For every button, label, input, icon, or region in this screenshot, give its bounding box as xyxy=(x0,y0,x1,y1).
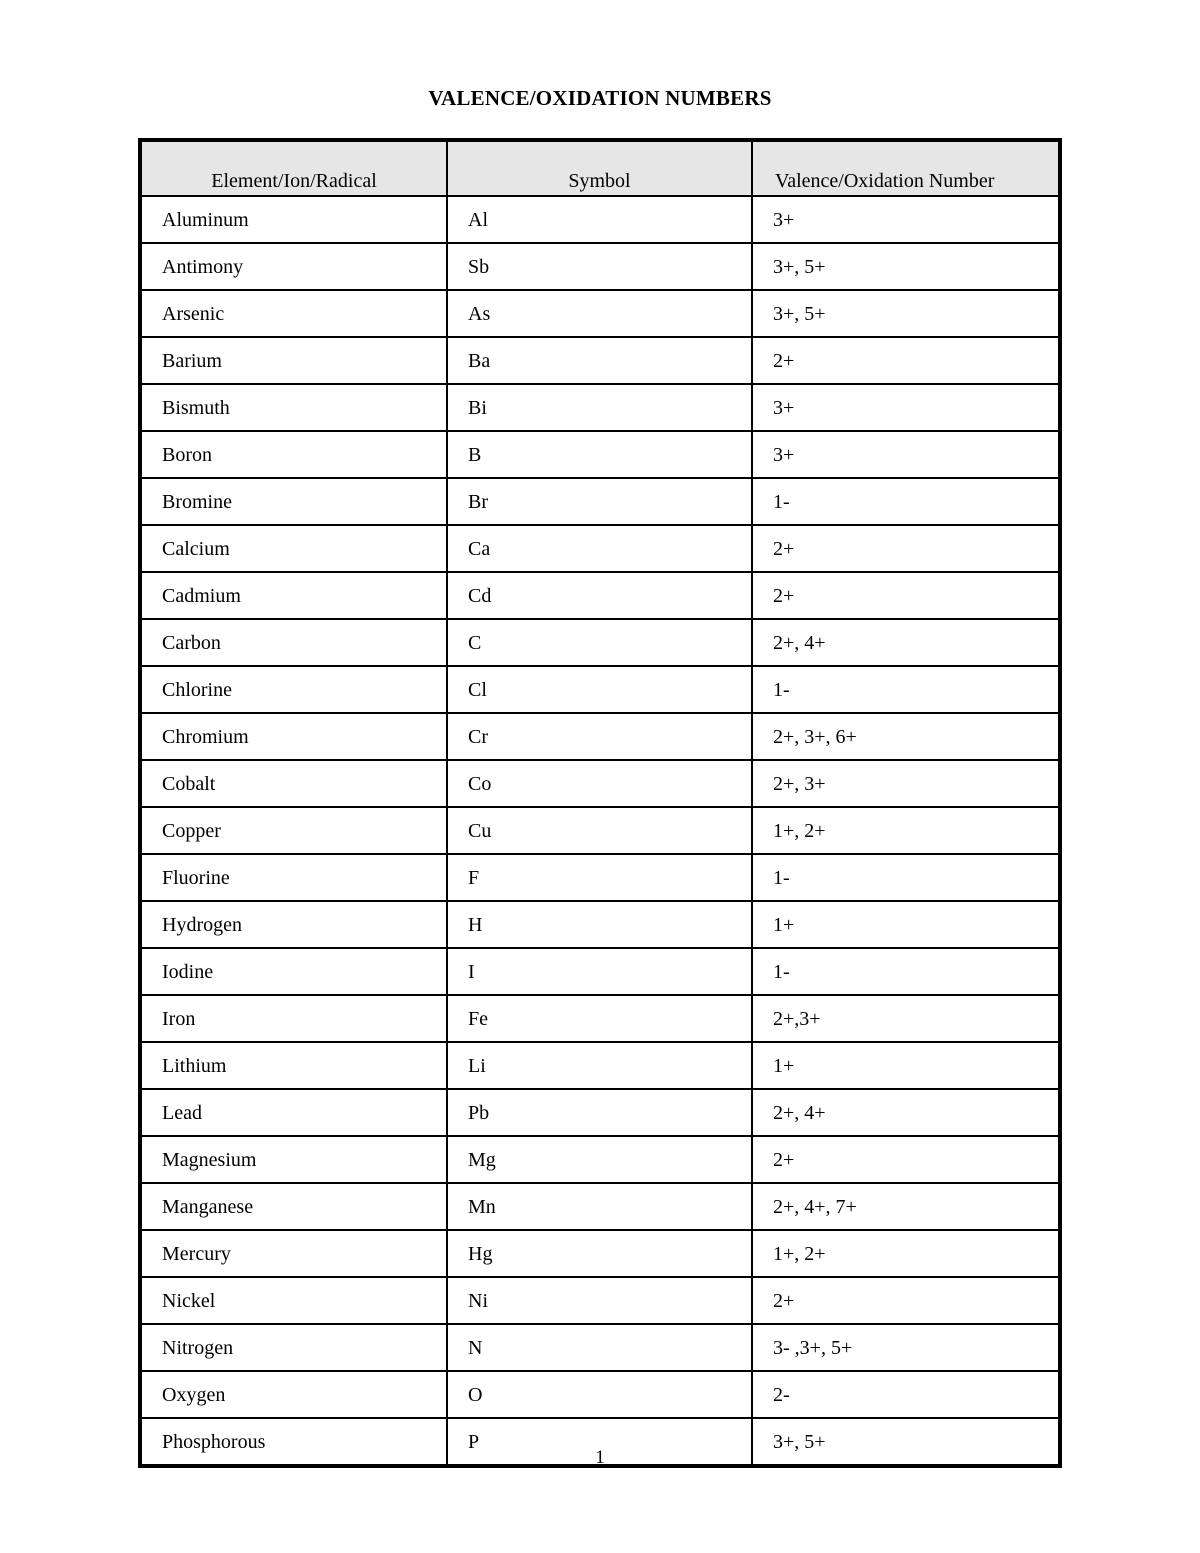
element-cell: Nickel xyxy=(142,1277,447,1324)
symbol-cell: Bi xyxy=(447,384,752,431)
element-cell: Iodine xyxy=(142,948,447,995)
valence-cell: 3+ xyxy=(752,431,1058,478)
table-row xyxy=(142,1136,1058,1183)
table-row xyxy=(142,337,1058,384)
symbol-cell: Pb xyxy=(447,1089,752,1136)
symbol-cell: Hg xyxy=(447,1230,752,1277)
symbol-cell: Ni xyxy=(447,1277,752,1324)
element-cell: Arsenic xyxy=(142,290,447,337)
table-row xyxy=(142,1230,1058,1277)
element-cell: Copper xyxy=(142,807,447,854)
table-row xyxy=(142,901,1058,948)
element-cell: Lithium xyxy=(142,1042,447,1089)
table-row xyxy=(142,243,1058,290)
valence-cell: 1- xyxy=(752,948,1058,995)
symbol-cell: N xyxy=(447,1324,752,1371)
table-body xyxy=(142,196,1058,1464)
symbol-cell: Cu xyxy=(447,807,752,854)
symbol-cell: F xyxy=(447,854,752,901)
valence-cell: 1+ xyxy=(752,1042,1058,1089)
valence-table-frame xyxy=(138,138,1062,1468)
symbol-cell: Ca xyxy=(447,525,752,572)
symbol-cell: Cl xyxy=(447,666,752,713)
table-row xyxy=(142,1089,1058,1136)
symbol-cell: Al xyxy=(447,196,752,243)
table-row xyxy=(142,1042,1058,1089)
symbol-cell: Sb xyxy=(447,243,752,290)
valence-cell: 2+ xyxy=(752,1277,1058,1324)
valence-cell: 3+ xyxy=(752,196,1058,243)
symbol-cell: H xyxy=(447,901,752,948)
symbol-cell: C xyxy=(447,619,752,666)
valence-cell: 3+, 5+ xyxy=(752,243,1058,290)
element-cell: Antimony xyxy=(142,243,447,290)
element-cell: Cobalt xyxy=(142,760,447,807)
page-title: VALENCE/OXIDATION NUMBERS xyxy=(428,86,772,110)
symbol-cell: Li xyxy=(447,1042,752,1089)
symbol-cell: Mn xyxy=(447,1183,752,1230)
element-cell: Barium xyxy=(142,337,447,384)
symbol-cell: I xyxy=(447,948,752,995)
valence-cell: 2+, 4+, 7+ xyxy=(752,1183,1058,1230)
valence-cell: 1+, 2+ xyxy=(752,1230,1058,1277)
table-row xyxy=(142,1324,1058,1371)
element-cell: Boron xyxy=(142,431,447,478)
symbol-cell: Cr xyxy=(447,713,752,760)
symbol-cell: Co xyxy=(447,760,752,807)
table-row xyxy=(142,196,1058,243)
element-cell: Nitrogen xyxy=(142,1324,447,1371)
element-cell: Oxygen xyxy=(142,1371,447,1418)
table-row xyxy=(142,1371,1058,1418)
element-cell: Lead xyxy=(142,1089,447,1136)
valence-cell: 1+, 2+ xyxy=(752,807,1058,854)
valence-cell: 3- ,3+, 5+ xyxy=(752,1324,1058,1371)
symbol-cell: As xyxy=(447,290,752,337)
table-row xyxy=(142,666,1058,713)
valence-table xyxy=(142,142,1058,1464)
valence-cell: 2+, 3+, 6+ xyxy=(752,713,1058,760)
table-row xyxy=(142,384,1058,431)
valence-cell: 1- xyxy=(752,666,1058,713)
valence-cell: 1+ xyxy=(752,901,1058,948)
page-number: 1 xyxy=(595,1447,605,1468)
valence-cell: 3+, 5+ xyxy=(752,1418,1058,1464)
element-cell: Chlorine xyxy=(142,666,447,713)
valence-cell: 2+ xyxy=(752,337,1058,384)
valence-cell: 2+ xyxy=(752,1136,1058,1183)
table-row xyxy=(142,290,1058,337)
symbol-cell: Mg xyxy=(447,1136,752,1183)
element-cell: Fluorine xyxy=(142,854,447,901)
valence-cell: 2+ xyxy=(752,525,1058,572)
table-row xyxy=(142,948,1058,995)
table-row xyxy=(142,478,1058,525)
element-cell: Iron xyxy=(142,995,447,1042)
table-row xyxy=(142,572,1058,619)
table-row xyxy=(142,854,1058,901)
table-row xyxy=(142,619,1058,666)
table-row xyxy=(142,1183,1058,1230)
element-cell: Bromine xyxy=(142,478,447,525)
element-cell: Calcium xyxy=(142,525,447,572)
header-symbol: Symbol xyxy=(447,142,752,196)
element-cell: Carbon xyxy=(142,619,447,666)
element-cell: Magnesium xyxy=(142,1136,447,1183)
valence-cell: 2+, 3+ xyxy=(752,760,1058,807)
table-row xyxy=(142,807,1058,854)
element-cell: Mercury xyxy=(142,1230,447,1277)
symbol-cell: O xyxy=(447,1371,752,1418)
valence-cell: 2+,3+ xyxy=(752,995,1058,1042)
table-header-row xyxy=(142,142,1058,196)
table-row xyxy=(142,760,1058,807)
valence-cell: 1- xyxy=(752,854,1058,901)
symbol-cell: Cd xyxy=(447,572,752,619)
element-cell: Cadmium xyxy=(142,572,447,619)
element-cell: Phosphorous xyxy=(142,1418,447,1464)
valence-cell: 2+ xyxy=(752,572,1058,619)
table-row xyxy=(142,995,1058,1042)
valence-cell: 2+, 4+ xyxy=(752,619,1058,666)
table-row xyxy=(142,1277,1058,1324)
symbol-cell: Ba xyxy=(447,337,752,384)
element-cell: Manganese xyxy=(142,1183,447,1230)
symbol-cell: P xyxy=(447,1418,752,1464)
table-row xyxy=(142,525,1058,572)
table-row xyxy=(142,713,1058,760)
element-cell: Bismuth xyxy=(142,384,447,431)
symbol-cell: Br xyxy=(447,478,752,525)
element-cell: Hydrogen xyxy=(142,901,447,948)
symbol-cell: B xyxy=(447,431,752,478)
valence-cell: 2+, 4+ xyxy=(752,1089,1058,1136)
element-cell: Aluminum xyxy=(142,196,447,243)
valence-cell: 3+, 5+ xyxy=(752,290,1058,337)
table-row xyxy=(142,431,1058,478)
header-valence: Valence/Oxidation Number xyxy=(752,142,1058,196)
valence-cell: 1- xyxy=(752,478,1058,525)
symbol-cell: Fe xyxy=(447,995,752,1042)
header-element: Element/Ion/Radical xyxy=(142,142,447,196)
element-cell: Chromium xyxy=(142,713,447,760)
valence-cell: 3+ xyxy=(752,384,1058,431)
valence-cell: 2- xyxy=(752,1371,1058,1418)
